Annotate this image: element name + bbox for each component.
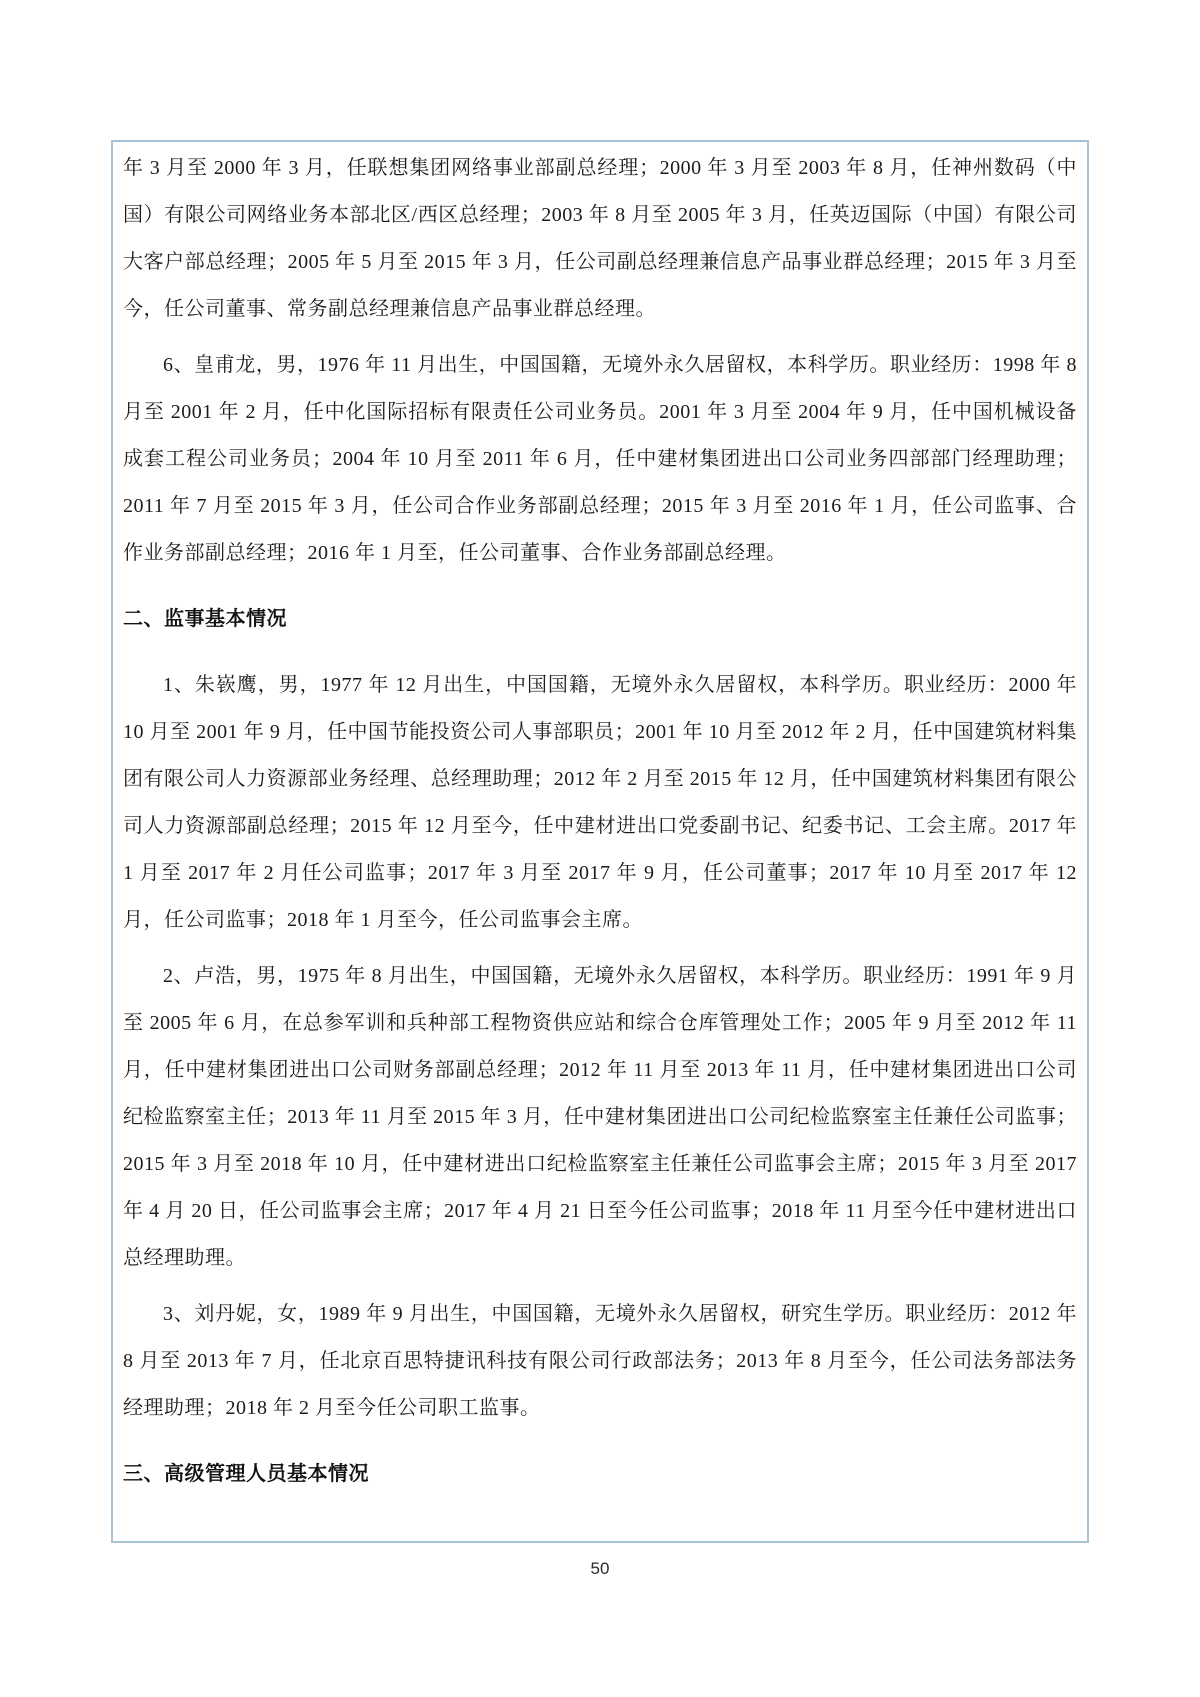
content-border-box bbox=[111, 140, 1089, 1543]
paragraph-director-6-huangfulong: 6、皇甫龙，男，1976 年 11 月出生，中国国籍，无境外永久居留权，本科学历。职业经历：1998 年 8 月至 2001 年 2 月，任中化国际招标有限责任公司业务员。2001 年 3 月至 2004 年 9 月，任中国机械设备成套工程公司业务员；2004 年 10 月至 2011 年 6 月，任中建材集团进出口公司业务四部部门经理助理；2011 年 7 月至 2015 年 3 月，任公司合作业务部副总经理；2015 年 3 月至 2016 年 1 月，任公司监事、合作业务部副总经理；2016 年 1 月至，任公司董事、合作业务部副总经理。 bbox=[123, 354, 1077, 564]
section-heading-supervisors: 二、监事基本情况 bbox=[123, 608, 287, 630]
page-number: 50 bbox=[590, 1559, 610, 1578]
paragraph-career-continuation: 年 3 月至 2000 年 3 月，任联想集团网络事业部副总经理；2000 年 3 月至 2003 年 8 月，任神州数码（中国）有限公司网络业务本部北区/西区总经理；2003 年 8 月至 2005 年 3 月，任英迈国际（中国）有限公司大客户部总经理；2005 年 5 月至 2015 年 3 月，任公司副总经理兼信息产品事业群总经理；2015 年 3 月至今，任公司董事、常务副总经理兼信息产品事业群总经理。 bbox=[123, 157, 1077, 320]
section-heading-senior-management: 三、高级管理人员基本情况 bbox=[123, 1463, 369, 1485]
paragraph-supervisor-1-zhuqinying: 1、朱嵚鹰，男，1977 年 12 月出生，中国国籍，无境外永久居留权，本科学历。职业经历：2000 年 10 月至 2001 年 9 月，任中国节能投资公司人事部职员；2001 年 10 月至 2012 年 2 月，任中国建筑材料集团有限公司人力资源部业务经理、总经理助理；2012 年 2 月至 2015 年 12 月，任中国建筑材料集团有限公司人力资源部副总经理；2015 年 12 月至今，任中建材进出口党委副书记、纪委书记、工会主席。2017 年 1 月至 2017 年 2 月任公司监事；2017 年 3 月至 2017 年 9 月，任公司董事；2017 年 10 月至 2017 年 12 月，任公司监事；2018 年 1 月至今，任公司监事会主席。 bbox=[123, 674, 1077, 931]
paragraph-supervisor-2-luhao: 2、卢浩，男，1975 年 8 月出生，中国国籍，无境外永久居留权，本科学历。职业经历：1991 年 9 月至 2005 年 6 月，在总参军训和兵种部工程物资供应站和综合仓库管理处工作；2005 年 9 月至 2012 年 11 月，任中建材集团进出口公司财务部副总经理；2012 年 11 月至 2013 年 11 月，任中建材集团进出口公司纪检监察室主任；2013 年 11 月至 2015 年 3 月，任中建材集团进出口公司纪检监察室主任兼任公司监事； 2015 年 3 月至 2018 年 10 月，任中建材进出口纪检监察室主任兼任公司监事会主席；2015 年 3 月至 2017 年 4 月 20 日，任公司监事会主席；2017 年 4 月 21 日至今任公司监事；2018 年 11 月至今任中建材进出口总经理助理。 bbox=[123, 965, 1077, 1269]
paragraph-supervisor-3-liudanni: 3、刘丹妮，女，1989 年 9 月出生，中国国籍，无境外永久居留权，研究生学历。职业经历：2012 年 8 月至 2013 年 7 月，任北京百思特捷讯科技有限公司行政部法务；2013 年 8 月至今，任公司法务部法务经理助理；2018 年 2 月至今任公司职工监事。 bbox=[123, 1303, 1077, 1419]
